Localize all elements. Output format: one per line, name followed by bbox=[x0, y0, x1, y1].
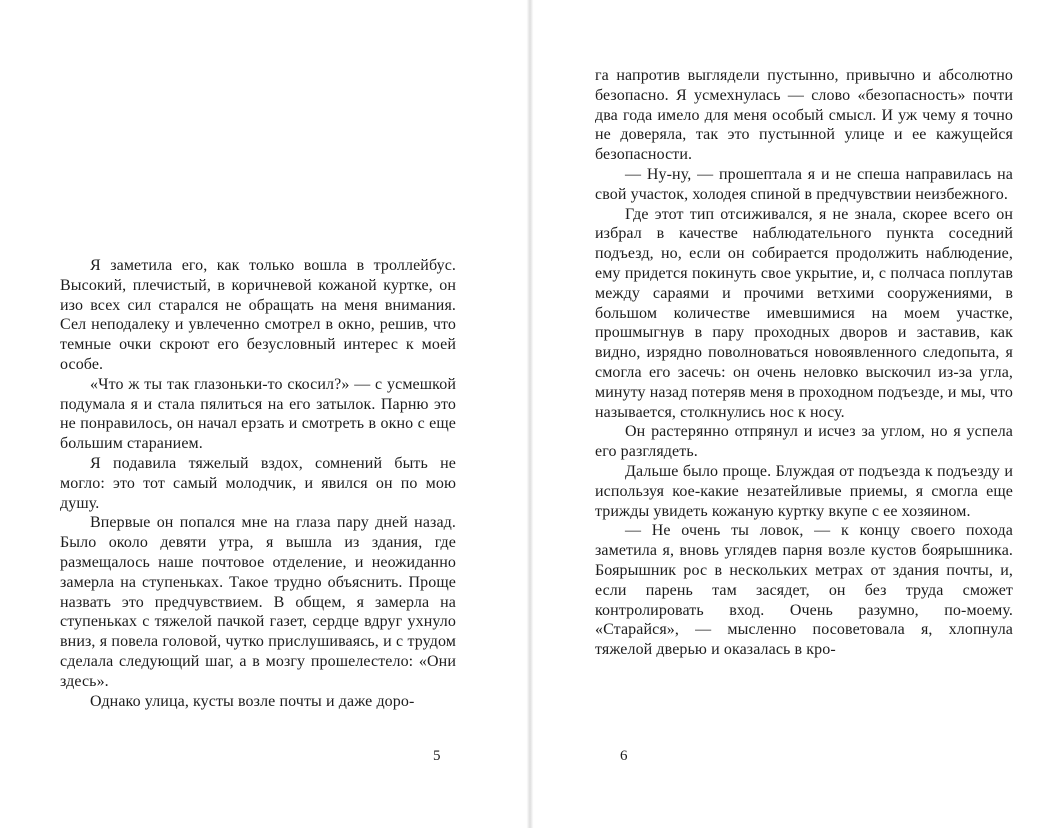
page-right bbox=[530, 0, 1059, 828]
paragraph: га напротив выглядели пустынно, привычно и абсолютно безопасно. Я усмехнулась — слово «безопасность» почти два года имело для меня особый смысл. И уж чему я точно не доверяла, так это пустынной улице и ее кажущейся безопасности. bbox=[595, 67, 1013, 164]
paragraph: Я подавила тяжелый вздох, сомнений быть не могло: это тот самый молодчик, и явился он по мою душу. bbox=[60, 454, 456, 512]
paragraph: — Не очень ты ловок, — к концу своего похода заметила я, вновь углядев парня возле кустов боярышника. Боярышник рос в нескольких метрах от здания почты, и, если парень там засядет, он без труда сможет контролировать вход. Очень разумно, по-моему. «Старайся», — мысленно посоветовала я, хлопнула тяжелой дверью и оказалась в кро- bbox=[595, 522, 1013, 659]
paragraph: Впервые он попался мне на глаза пару дней назад. Было около девяти утра, я вышла из здания, где размещалось наше почтовое отделение, и неожиданно замерла на ступеньках. Такое трудно объяснить. Проще назвать это предчувствием. В общем, я замерла на ступеньках с тяжелой пачкой газет, сердце вдруг ухнуло вниз, я повела головой, чутко прислушиваясь, и с трудом сделала следующий шаг, а в мозгу прошелестело: «Они здесь». bbox=[60, 514, 456, 690]
page-number-left: 5 bbox=[433, 748, 441, 764]
paragraph: Он растерянно отпрянул и исчез за углом, но я успела его разглядеть. bbox=[595, 423, 1013, 461]
page-right-text-column bbox=[595, 66, 1013, 660]
page-left bbox=[0, 0, 529, 828]
paragraph: Дальше было проще. Блуждая от подъезда к подъезду и используя кое-какие незатейливые приемы, я смогла еще трижды увидеть кожаную куртку вкупе с ее хозяином. bbox=[595, 462, 1013, 520]
paragraph: Где этот тип отсиживался, я не знала, скорее всего он избрал в качестве наблюдательного пункта соседний подъезд, но, если он собирается продолжить наблюдение, ему придется покинуть свое укрытие, и, с полчаса поплутав между сараями и прочими ветхими сооружениями, в большом количестве имевшимися на моем участке, прошмыгнув в пару проходных дворов и заставив, как видно, изрядно поволноваться новоявленного следопыта, я смогла его засечь: он очень неловко выскочил из-за угла, минуту назад потеряв меня в проходном подъезде, и мы, что называется, столкнулись нос к носу. bbox=[595, 205, 1013, 421]
paragraph: Я заметила его, как только вошла в троллейбус. Высокий, плечистый, в коричневой кожаной куртке, он изо всех сил старался не обращать на меня внимания. Сел неподалеку и увлеченно смотрел в окно, решив, что темные очки скроют его безусловный интерес к моей особе. bbox=[60, 257, 456, 373]
paragraph: Однако улица, кусты возле почты и даже доро- bbox=[90, 692, 415, 710]
page-number-right: 6 bbox=[620, 748, 628, 764]
page-left-text-column bbox=[60, 256, 456, 711]
paragraph: — Ну-ну, — прошептала я и не спеша направилась на свой участок, холодея спиной в предчувствии неизбежного. bbox=[595, 165, 1013, 203]
paragraph: «Что ж ты так глазоньки-то скосил?» — с усмешкой подумала я и стала пялиться на его затылок. Парню это не понравилось, он начал ерзать и смотреть в окно с еще большим старанием. bbox=[60, 375, 456, 453]
